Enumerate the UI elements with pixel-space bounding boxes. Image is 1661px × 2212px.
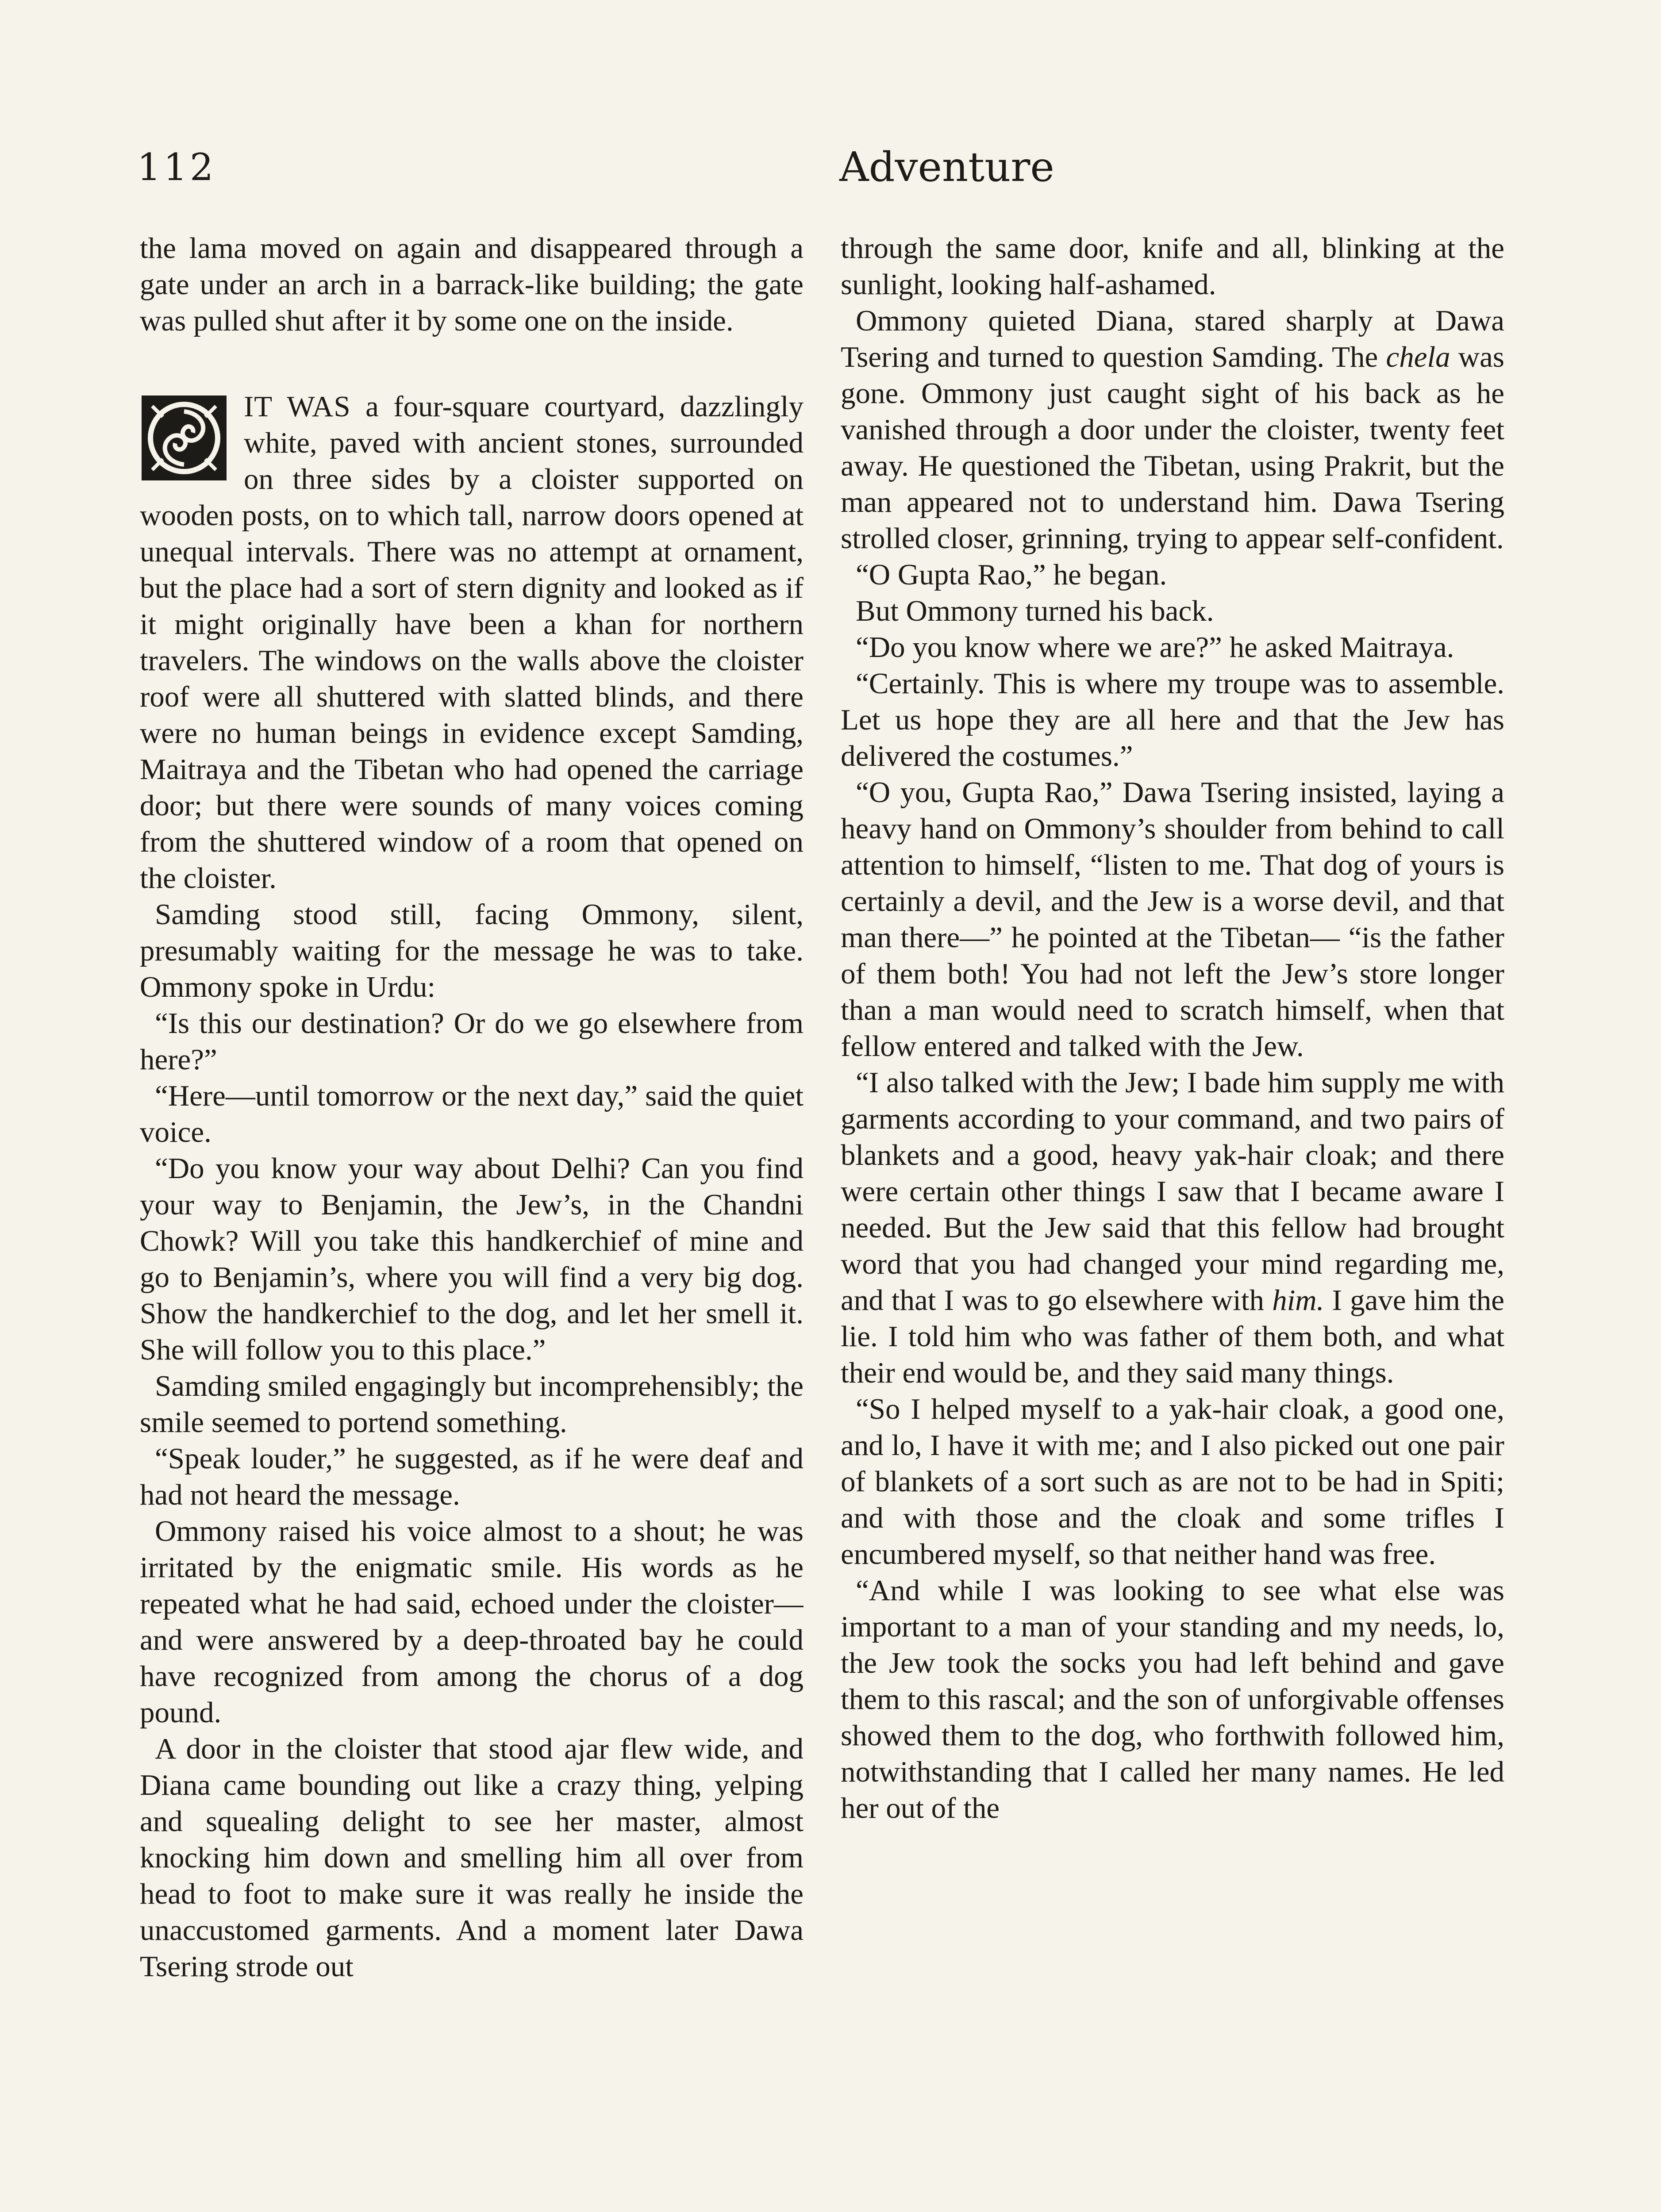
paragraph: “Certainly. This is where my troupe was to assemble. Let us hope they are all here and that the Jew has delivered the costumes.” — [841, 667, 1504, 772]
paragraph-text: was gone. Ommony just caught sight of his back as he vanished through a door under the cloister, twenty feet away. He questioned the Tibetan, using Prakrit, but the man appeared not to understand him. Dawa Tsering strolled closer, grinning, trying to appear self-confident. — [841, 341, 1504, 555]
paragraph-text: I gave him the lie. I told him who was father of them both, and what their end would be, and they said many things. — [841, 1284, 1504, 1389]
page-number: 112 — [137, 146, 216, 189]
paragraph: “So I helped myself to a yak-hair cloak, a good one, and lo, I have it with me; and I also picked out one pair of blankets of a sort such as are not to be had in Spiti; and with those and the cloak and some trifles I encumbered myself, so that neither hand was free. — [841, 1393, 1504, 1571]
paragraph: “O you, Gupta Rao,” Dawa Tsering insisted, laying a heavy hand on Ommony’s shoulder from behind to call attention to himself, “listen to me. That dog of yours is certainly a devil, and the Jew is a worse devil, and that man there—” he pointed at the Tibetan— “is the father of them both! You had not left the Jew’s store longer than a man would need to scratch himself, when that fellow entered and talked with the Jew. — [841, 776, 1504, 1063]
paragraph: But Ommony turned his back. — [856, 595, 1214, 627]
paragraph-text: a four-square courtyard, dazzlingly white, paved with ancient stones, surrounded on three sides by a cloister supported on wooden posts, on to which tall, narrow doors opened at unequal intervals. There was no attempt at ornament, but the place had a sort of stern dignity and looked as if it might originally have been a khan for northern travelers. The windows on the walls above the cloister roof were all shuttered with slatted blinds, and there were no human beings in evidence except Samding, Maitraya and the Tibetan who had opened the carriage door; but there were sounds of many voices coming from the shuttered window of a room that opened on the cloister. — [140, 390, 804, 895]
paragraph: the lama moved on again and disappeared through a gate under an arch in a barrack-like building; the gate was pulled shut after it by some one on the inside. — [140, 232, 804, 337]
paragraph: through the same door, knife and all, blinking at the sunlight, looking half-ashamed. — [841, 232, 1504, 301]
paragraph — [841, 303, 1504, 557]
paragraph: Samding stood still, facing Ommony, silent, presumably waiting for the message he was to take. Ommony spoke in Urdu: — [140, 898, 804, 1003]
paragraph: A door in the cloister that stood ajar flew wide, and Diana came bounding out like a crazy thing, yelping and squealing delight to see her master, almost knocking him down and smelling him all over from head to foot to make sure it was really he inside the unaccustomed garments. And a moment later Dawa Tsering strode out — [140, 1732, 804, 1983]
paragraph: “Here—until tomorrow or the next day,” said the quiet voice. — [140, 1079, 804, 1148]
paragraph: Samding smiled engagingly but incomprehensibly; the smile seemed to portend something. — [140, 1370, 804, 1439]
paragraph: “Do you know your way about Delhi? Can you find your way to Benjamin, the Jew’s, in the Chandni Chowk? Will you take this handkerchief of mine and go to Benjamin’s, where you will find a very big dog. Show the handkerchief to the dog, and let her smell it. She will follow you to this place.” — [140, 1152, 804, 1366]
right-column — [841, 230, 1504, 2212]
section-opening-paragraph — [140, 388, 804, 896]
paragraph-text: Ommony quieted Diana, stared sharply at Dawa Tsering and turned to question Samding. The — [841, 304, 1504, 373]
running-title: Adventure — [839, 143, 1054, 191]
paragraph: “Do you know where we are?” he asked Maitraya. — [856, 631, 1454, 664]
paragraph: “Speak louder,” he suggested, as if he were deaf and had not heard the message. — [140, 1442, 804, 1511]
ornamental-drop-mark-icon — [140, 394, 231, 482]
paragraph — [841, 1064, 1504, 1391]
paragraph: Ommony raised his voice almost to a shout; he was irritated by the enigmatic smile. His words as he repeated what he had said, echoed under the cloister—and were answered by a deep-throated bay he could have recognized from among the chorus of a dog pound. — [140, 1515, 804, 1729]
paragraph-text: “I also talked with the Jew; I bade him supply me with garments according to your command, and two pairs of blankets and a good, heavy yak-hair cloak; and there were certain other things I saw that I became aware I needed. But the Jew said that this fellow had brought word that you had changed your mind regarding me, and that I was to go elsewhere with — [841, 1066, 1504, 1317]
italic-word: chela — [1386, 341, 1450, 373]
opening-words: IT WAS — [244, 390, 351, 423]
paragraph: “And while I was looking to see what else was important to a man of your standing and my needs, lo, the Jew took the socks you had left behind and gave them to this rascal; and the son of unforgivable offenses showed them to the dog, who forthwith followed him, notwithstanding that I called her many names. He led her out of the — [841, 1574, 1504, 1824]
left-column — [140, 230, 804, 2212]
page-header — [137, 141, 1526, 203]
italic-word: him. — [1272, 1284, 1324, 1317]
paragraph: “Is this our destination? Or do we go elsewhere from here?” — [140, 1007, 804, 1076]
paragraph: “O Gupta Rao,” he began. — [856, 558, 1167, 591]
